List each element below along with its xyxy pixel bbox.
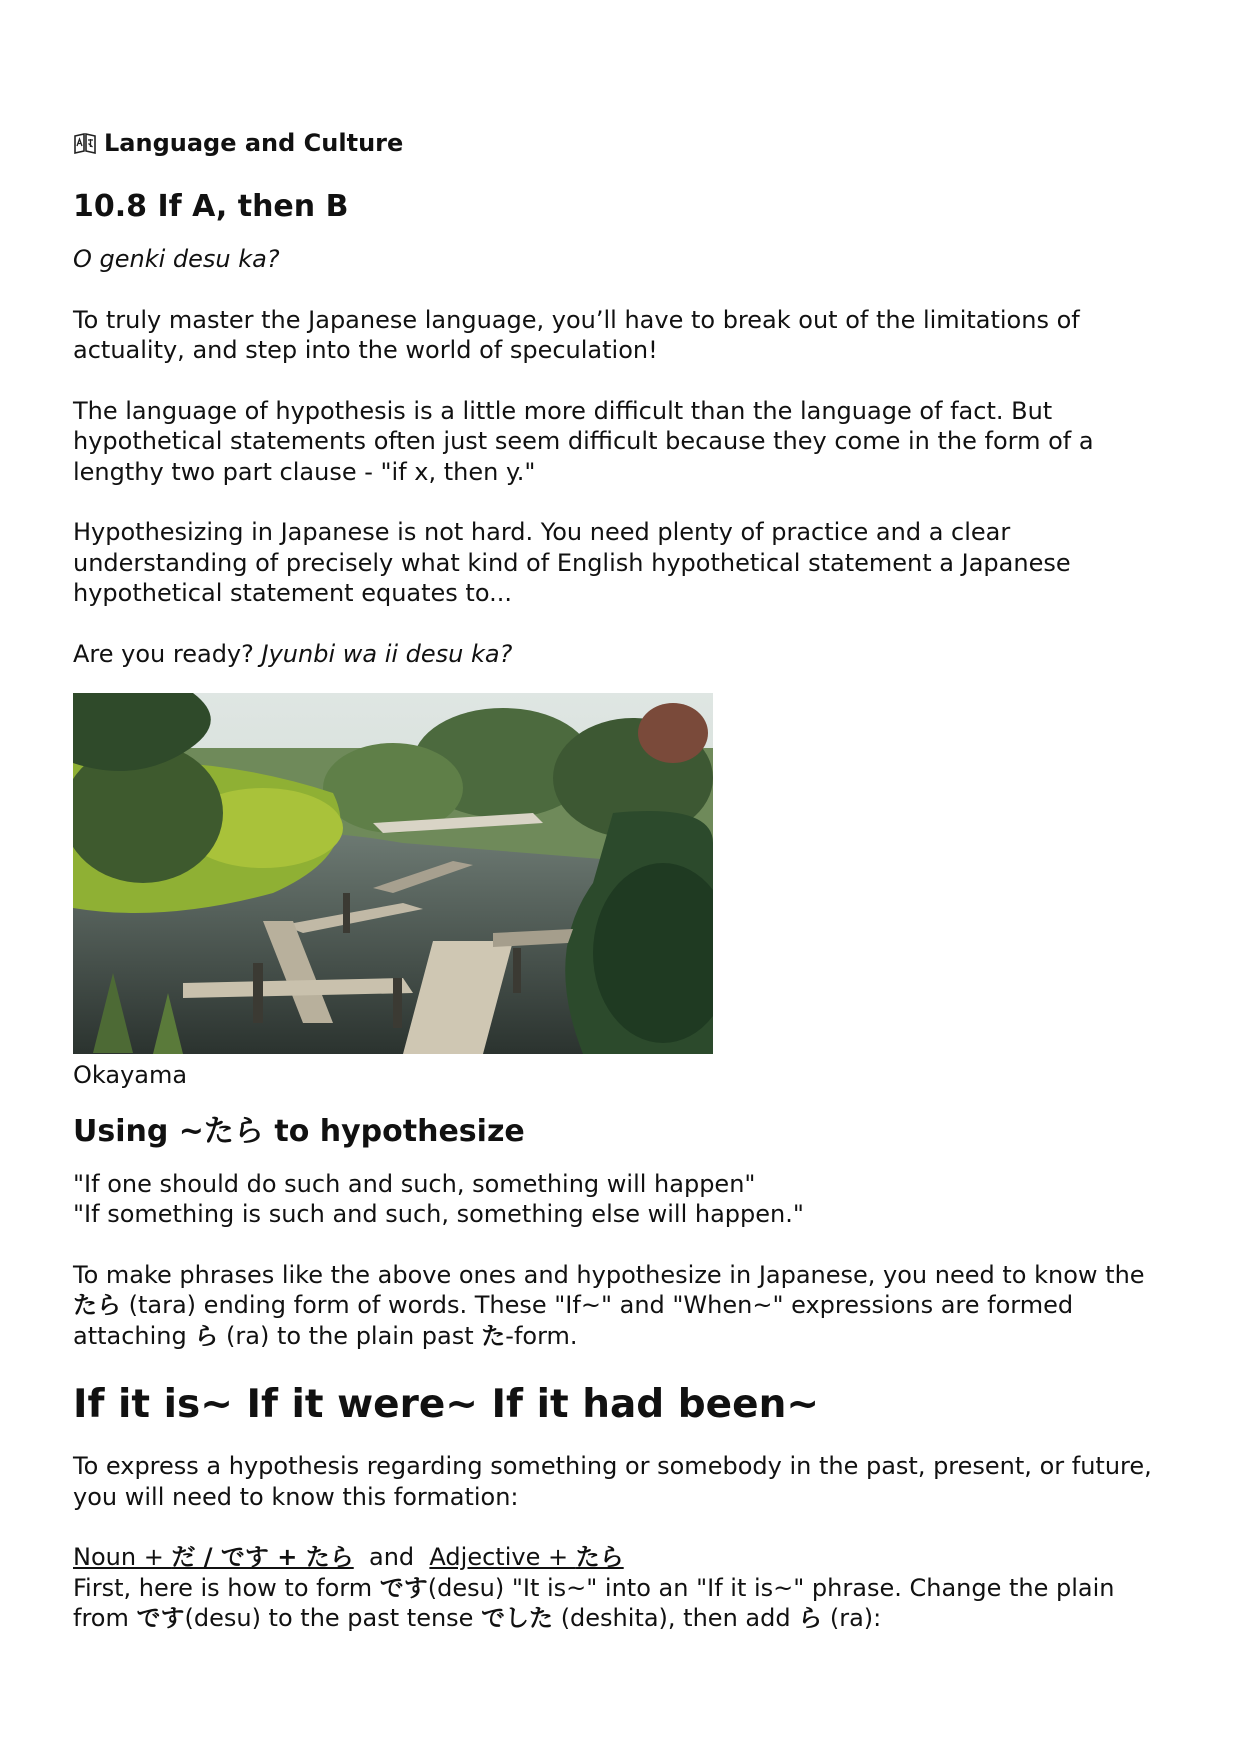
desu-jp-4: ら [798,1604,823,1632]
noun-formula-text: Noun + [73,1543,172,1571]
tara-jp-3: た [481,1321,506,1350]
quote-1: "If one should do such and such, something will happen" [73,1169,756,1198]
adjective-formula-text: Adjective + [429,1543,576,1571]
ready-japanese: Jyunbi wa ii desu ka? [261,639,513,668]
paragraph-desu [73,1573,1173,1634]
lesson-title: 10.8 If A, then B [73,189,349,224]
noun-formula-jp: だ / です + たら [171,1543,354,1571]
desu-text-b: (desu) "It is~" into an "If it is~" phrase. Change the plain from [73,1573,1115,1632]
ready-line [73,639,1173,670]
ready-prefix: Are you ready? [73,639,262,668]
desu-text-c: (desu) to the past tense [184,1604,482,1632]
noun-formula [73,1543,354,1571]
photo-caption: Okayama [73,1061,188,1089]
tara-heading-suffix: to hypothesize [263,1113,525,1149]
desu-text-e: (ra): [822,1604,882,1632]
tara-heading-jp: たら [203,1113,264,1149]
tara-text-d: -form. [505,1321,578,1350]
tara-text-b: (tara) ending form of words. These "If~" and "When~" expressions are formed attaching [73,1291,1074,1350]
section-kicker [73,128,1173,158]
adjective-formula [429,1543,623,1571]
garden-photo [73,693,1173,1054]
desu-jp-2: です [136,1604,185,1632]
formula-line [73,1542,1173,1573]
desu-text-a: First, here is how to form [73,1573,380,1602]
tara-heading-prefix: Using ~ [73,1113,204,1149]
paragraph-hypothesis: The language of hypothesis is a little more difficult than the language of fact. But hypothetical statements often just seem difficult because they come in the form of a lengthy two part clause - "if x, then y." [73,396,1094,486]
desu-jp-3: でした [481,1604,554,1632]
paragraph-practice: Hypothesizing in Japanese is not hard. You need plenty of practice and a clear understanding of precisely what kind of English hypothetical statement a Japanese hypothetical statement equates to... [73,518,1071,607]
greeting: O genki desu ka? [73,245,280,273]
if-heading: If it is~ If it were~ If it had been~ [73,1382,820,1427]
tara-text-c: (ra) to the plain past [218,1321,482,1350]
quote-2: "If something is such and such, something else will happen." [73,1200,804,1228]
document-page [73,128,1173,1634]
kicker-label: Language and Culture [104,129,404,157]
desu-jp-1: です [379,1573,428,1602]
paragraph-tara [73,1260,1173,1352]
paragraph-intro: To truly master the Japanese language, you’ll have to break out of the limitations of actuality, and step into the world of speculation! [73,305,1080,364]
adjective-formula-jp: たら [575,1543,624,1571]
paragraph-formation: To express a hypothesis regarding something or somebody in the past, present, or future, you will need to know this formation: [73,1452,1152,1511]
tara-heading [73,1113,1173,1151]
tara-jp-1: たら [73,1291,121,1319]
tara-text-a: To make phrases like the above ones and hypothesize in Japanese, you need to know the [73,1260,1145,1289]
tara-jp-2: ら [194,1321,219,1350]
desu-text-d: (deshita), then add [553,1604,799,1632]
language-book-icon [73,131,97,155]
formula-and: and [369,1543,415,1571]
